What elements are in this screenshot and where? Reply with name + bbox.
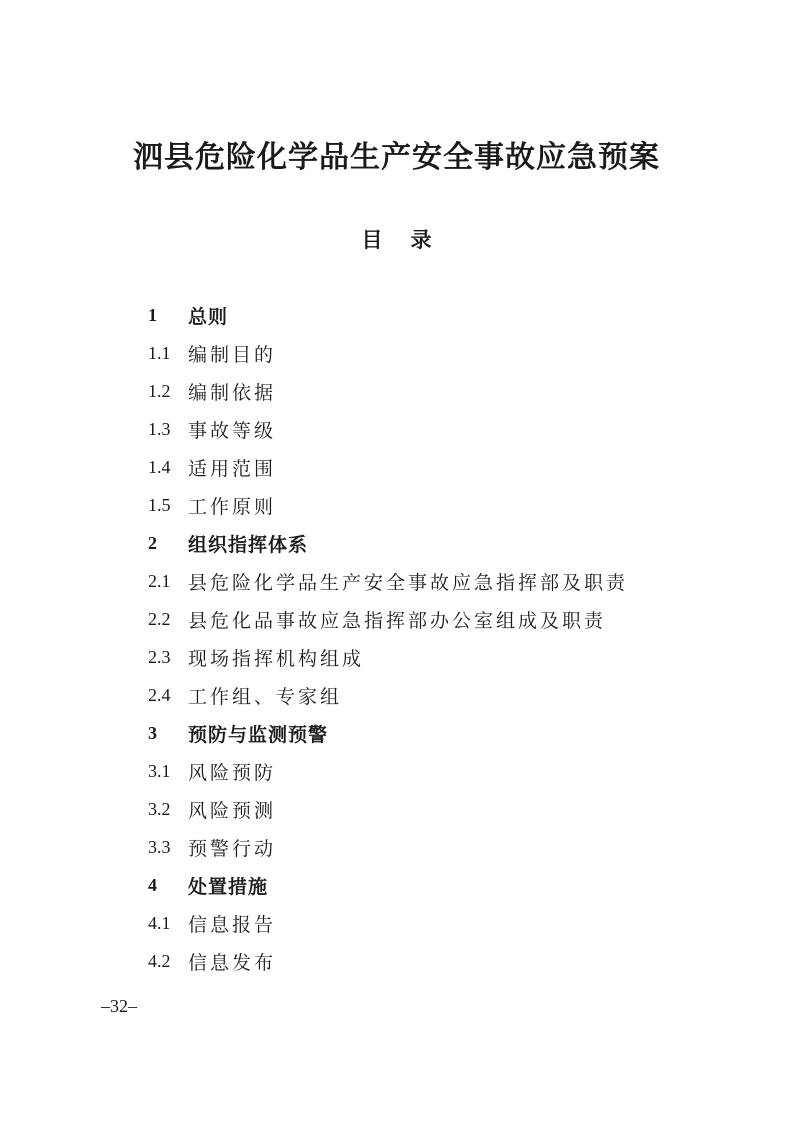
toc-entry-text: 现场指挥机构组成 [188,647,365,670]
toc-entry-number: 1 [148,304,157,325]
toc-section-entry [148,448,708,486]
toc-entry-text: 工作组、专家组 [188,685,343,708]
toc-entry-number: 3.1 [148,760,171,781]
toc-entry-text: 总则 [188,305,229,328]
toc-section-entry [148,942,708,980]
toc-entry-number: 2 [148,532,157,553]
toc-section-entry [148,904,708,942]
toc-entry-text: 编制依据 [188,381,277,404]
toc-entry-text: 县危险化学品生产安全事故应急指挥部及职责 [188,571,629,594]
table-of-contents [148,296,708,980]
toc-entry-text: 风险预防 [188,761,277,784]
page-number: –32– [101,996,137,1016]
toc-entry-number: 2.3 [148,646,171,667]
toc-entry-text: 预警行动 [188,837,277,860]
toc-heading: 目录 [361,227,460,252]
toc-entry-number: 1.2 [148,380,171,401]
toc-entry-number: 2.1 [148,570,171,591]
toc-entry-number: 1.1 [148,342,171,363]
toc-section-entry [148,676,708,714]
toc-entry-number: 1.4 [148,456,171,477]
toc-section-entry [148,562,708,600]
toc-chapter-entry [148,866,708,904]
document-title: 泗县危险化学品生产安全事故应急预案 [133,140,660,175]
toc-entry-number: 2.2 [148,608,171,629]
toc-section-entry [148,334,708,372]
toc-entry-number: 4.1 [148,912,171,933]
toc-chapter-entry [148,524,708,562]
toc-entry-number: 2.4 [148,684,171,705]
toc-entry-text: 信息报告 [188,913,277,936]
toc-section-entry [148,828,708,866]
toc-entry-text: 处置措施 [188,875,269,898]
toc-entry-text: 组织指挥体系 [188,533,309,556]
toc-entry-text: 事故等级 [188,419,277,442]
toc-chapter-entry [148,296,708,334]
toc-section-entry [148,790,708,828]
toc-entry-number: 1.5 [148,494,171,515]
toc-section-entry [148,752,708,790]
toc-entry-text: 编制目的 [188,343,277,366]
toc-entry-number: 3 [148,722,157,743]
toc-entry-number: 4 [148,874,157,895]
toc-entry-number: 1.3 [148,418,171,439]
toc-section-entry [148,638,708,676]
toc-section-entry [148,410,708,448]
toc-entry-text: 适用范围 [188,457,277,480]
toc-section-entry [148,486,708,524]
toc-entry-text: 预防与监测预警 [188,723,329,746]
toc-entry-text: 县危化品事故应急指挥部办公室组成及职责 [188,609,607,632]
toc-entry-text: 信息发布 [188,951,277,974]
toc-entry-number: 3.2 [148,798,171,819]
toc-entry-number: 3.3 [148,836,171,857]
toc-chapter-entry [148,714,708,752]
toc-section-entry [148,372,708,410]
toc-section-entry [148,600,708,638]
toc-entry-text: 风险预测 [188,799,277,822]
toc-entry-text: 工作原则 [188,495,277,518]
toc-entry-number: 4.2 [148,950,171,971]
